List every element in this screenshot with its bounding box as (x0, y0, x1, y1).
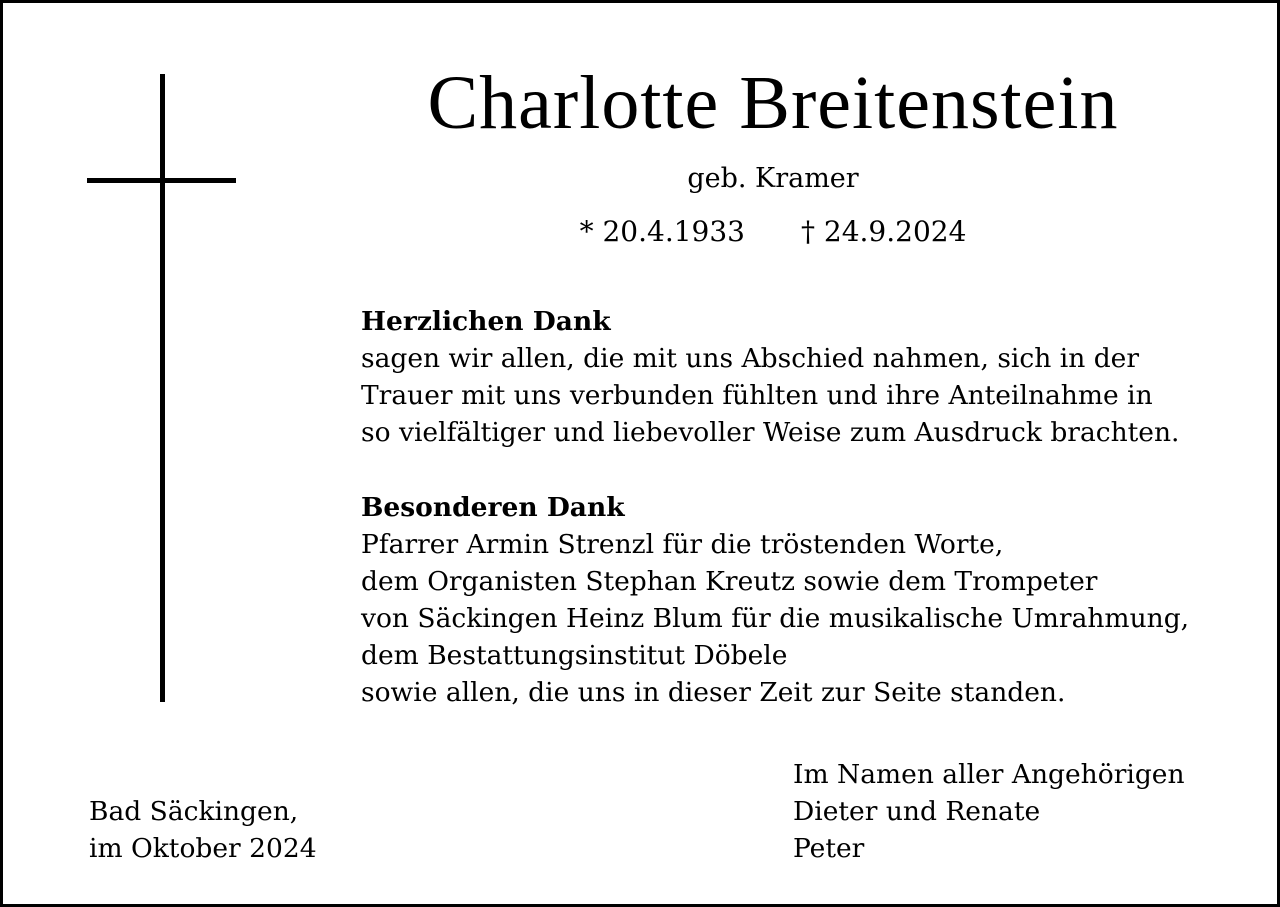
death-date: † 24.9.2024 (801, 215, 967, 248)
life-dates (293, 213, 1253, 251)
signature-name: Peter (793, 833, 865, 864)
special-thanks-line: Pfarrer Armin Strenzl für die tröstenden Worte, (361, 529, 1004, 560)
place-date: im Oktober 2024 (89, 833, 317, 864)
special-thanks-line: sowie allen, die uns in dieser Zeit zur Seite standen. (361, 677, 1066, 708)
thanks-line: Trauer mit uns verbunden fühlten und ihre Anteilnahme in (361, 380, 1153, 411)
special-thanks-line: von Säckingen Heinz Blum für die musikalische Umrahmung, (361, 603, 1190, 634)
place-city: Bad Säckingen, (89, 796, 299, 827)
thanks-heading: Herzlichen Dank (361, 306, 611, 337)
special-thanks-line: dem Bestattungsinstitut Döbele (361, 640, 788, 671)
birth-date: * 20.4.1933 (579, 215, 745, 248)
cross-icon (160, 74, 165, 702)
signature-name: Dieter und Renate (793, 796, 1041, 827)
special-thanks-line: dem Organisten Stephan Kreutz sowie dem Trompeter (361, 566, 1098, 597)
cross-icon-crossbar (87, 178, 236, 183)
maiden-name: geb. Kramer (687, 163, 859, 194)
signature-block (793, 756, 1185, 867)
thanks-section (361, 303, 1180, 451)
place-and-date (89, 793, 317, 867)
signature-intro: Im Namen aller Angehörigen (793, 759, 1185, 790)
thanks-line: sagen wir allen, die mit uns Abschied nahmen, sich in der (361, 343, 1140, 374)
special-thanks-section (361, 489, 1189, 711)
deceased-name: Charlotte Breitenstein (427, 61, 1119, 145)
thanks-line: so vielfältiger und liebevoller Weise zum Ausdruck brachten. (361, 417, 1180, 448)
special-thanks-heading: Besonderen Dank (361, 492, 625, 523)
